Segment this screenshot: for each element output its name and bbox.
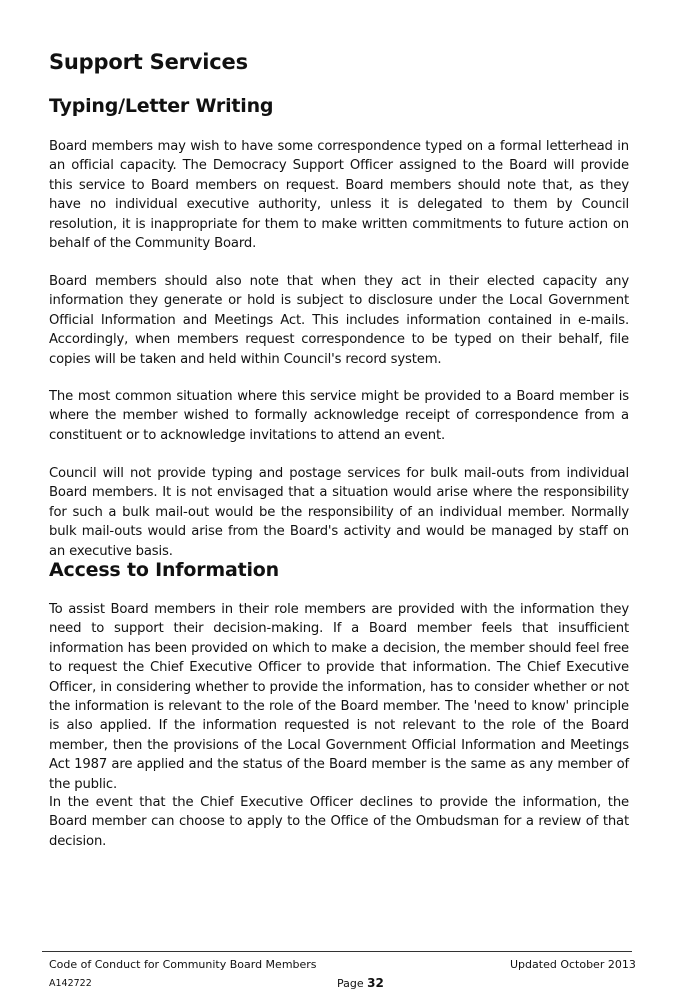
page-title: Support Services — [49, 50, 248, 74]
footer-updated: Updated October 2013 — [510, 958, 636, 971]
footer-doc-ref: A142722 — [49, 978, 92, 989]
page-label: Page — [337, 977, 364, 990]
page-number: 32 — [367, 976, 384, 990]
footer-doc-title: Code of Conduct for Community Board Members — [49, 958, 317, 971]
paragraph: The most common situation where this service might be provided to a Board member is where the member wished to formally acknowledge receipt of correspondence from a constituent or to acknowledge invitations to attend an event. — [49, 389, 629, 443]
paragraph: Council will not provide typing and postage services for bulk mail-outs from individual Board members. It is not envisaged that a situation would arise where the responsibility for such a bulk mail-out would be the responsibility of an individual member. Normally bulk mail-outs would arise from the Board's activity and would be managed by staff on an executive basis. — [49, 466, 629, 559]
paragraph: In the event that the Chief Executive Officer declines to provide the information, the Board member can choose to apply to the Office of the Ombudsman for a review of that decision. — [49, 795, 629, 849]
paragraph: Board members may wish to have some correspondence typed on a formal letterhead in an official capacity. The Democracy Support Officer assigned to the Board will provide this service to Board members on request. Board members should note that, as they have no individual executive authority, unless it is delegated to them by Council resolution, it is inappropriate for them to make written commitments to future action on behalf of the Community Board. — [49, 139, 629, 252]
paragraph: Board members should also note that when they act in their elected capacity any information they generate or hold is subject to disclosure under the Local Government Official Information and Meetings Act. This includes information contained in e-mails. Accordingly, when members request correspondence to be typed on their behalf, file copies will be taken and held within Council's record system. — [49, 274, 629, 367]
paragraph: To assist Board members in their role members are provided with the information they need to support their decision-making. If a Board member feels that insufficient information has been provided on which to make a decision, the member should feel free to request the Chief Executive Officer to provide that information. The Chief Executive Officer, in considering whether to provide the information, has to consider whether or not the information is relevant to the role of the Board member. The 'need to know' principle is also applied. If the information requested is not relevant to the role of the Board member, then the provisions of the Local Government Official Information and Meetings Act 1987 are applied and the status of the Board member is the same as any member of the public. — [49, 602, 629, 792]
section-heading-access: Access to Information — [49, 559, 279, 581]
footer-page-number — [337, 976, 384, 990]
section-heading-typing: Typing/Letter Writing — [49, 95, 274, 117]
footer-divider — [42, 951, 632, 952]
